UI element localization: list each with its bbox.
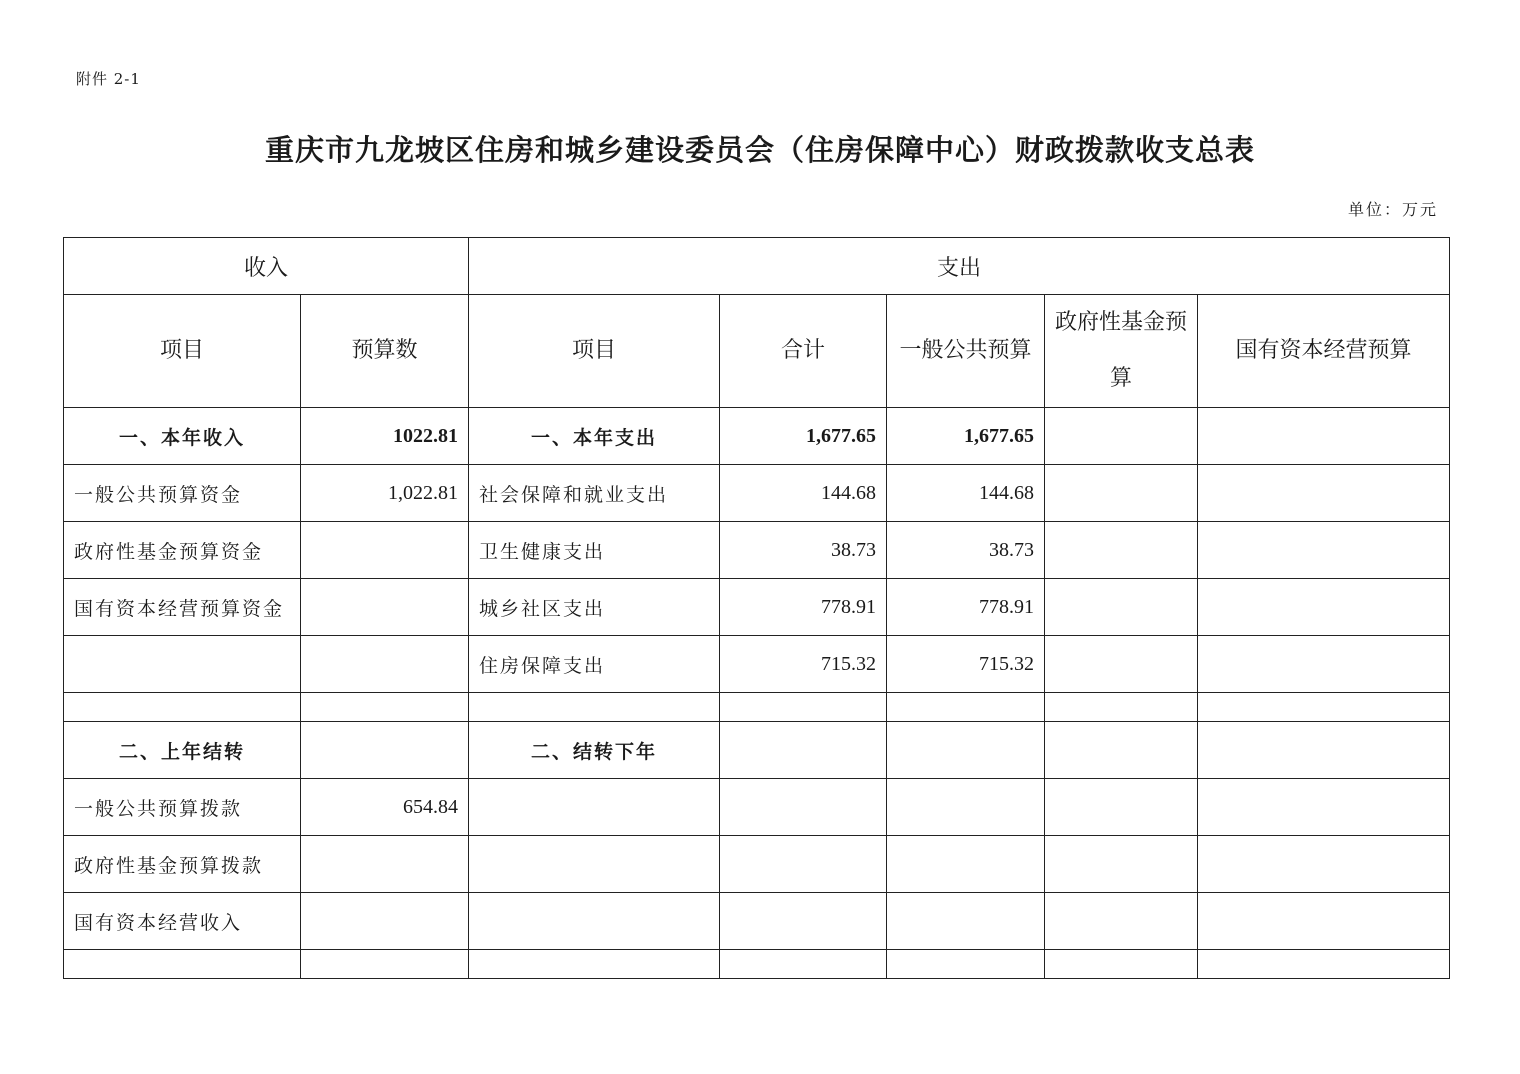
total-cell: 778.91 (720, 579, 887, 636)
capital-cell (1198, 779, 1450, 836)
expense-item-cell (469, 950, 720, 979)
fund-cell (1045, 779, 1198, 836)
total-header: 合计 (720, 295, 887, 408)
capital-cell (1198, 522, 1450, 579)
capital-cell (1198, 950, 1450, 979)
general-cell: 38.73 (887, 522, 1045, 579)
fund-cell (1045, 693, 1198, 722)
attachment-label: 附件 2-1 (76, 70, 141, 88)
budget-summary-table (63, 237, 1450, 979)
expense-item-cell (469, 693, 720, 722)
income-amount-cell (301, 636, 469, 693)
income-amount-cell (301, 722, 469, 779)
unit-label: 单位：万元 (1347, 200, 1438, 219)
general-cell (887, 722, 1045, 779)
total-cell: 38.73 (720, 522, 887, 579)
total-cell: 1,677.65 (720, 408, 887, 465)
fund-cell (1045, 722, 1198, 779)
total-cell (720, 722, 887, 779)
table-row (64, 465, 1450, 522)
page-title: 重庆市九龙坡区住房和城乡建设委员会（住房保障中心）财政拨款收支总表 (264, 133, 1255, 167)
expense-item-cell: 二、结转下年 (469, 722, 720, 779)
general-cell: 715.32 (887, 636, 1045, 693)
income-item-header: 项目 (64, 295, 301, 408)
capital-cell (1198, 408, 1450, 465)
expense-item-cell: 社会保障和就业支出 (469, 465, 720, 522)
income-amount-cell (301, 836, 469, 893)
fund-cell (1045, 950, 1198, 979)
expense-item-cell: 一、本年支出 (469, 408, 720, 465)
capital-cell (1198, 893, 1450, 950)
table-row (64, 893, 1450, 950)
table-row (64, 522, 1450, 579)
total-cell (720, 779, 887, 836)
income-item-cell: 国有资本经营收入 (64, 893, 301, 950)
table-row (64, 636, 1450, 693)
expense-item-header: 项目 (469, 295, 720, 408)
state-capital-header: 国有资本经营预算 (1198, 295, 1450, 408)
table-row (64, 836, 1450, 893)
expense-item-cell: 住房保障支出 (469, 636, 720, 693)
income-item-cell: 二、上年结转 (64, 722, 301, 779)
fund-cell (1045, 408, 1198, 465)
table-row (64, 779, 1450, 836)
income-item-cell: 国有资本经营预算资金 (64, 579, 301, 636)
expense-item-cell: 卫生健康支出 (469, 522, 720, 579)
total-cell (720, 950, 887, 979)
income-section-header: 收入 (64, 238, 469, 295)
income-amount-cell: 1,022.81 (301, 465, 469, 522)
table-row (64, 693, 1450, 722)
income-item-cell: 一般公共预算资金 (64, 465, 301, 522)
table-row (64, 579, 1450, 636)
income-amount-cell (301, 522, 469, 579)
expense-item-cell: 城乡社区支出 (469, 579, 720, 636)
income-amount-cell (301, 693, 469, 722)
gov-fund-header: 政府性基金预算 (1045, 295, 1198, 408)
income-amount-cell: 654.84 (301, 779, 469, 836)
income-item-cell (64, 636, 301, 693)
income-item-cell: 一、本年收入 (64, 408, 301, 465)
expense-item-cell (469, 779, 720, 836)
general-cell (887, 893, 1045, 950)
fund-cell (1045, 893, 1198, 950)
total-cell (720, 893, 887, 950)
section-header-row (64, 238, 1450, 295)
expense-item-cell (469, 893, 720, 950)
fund-cell (1045, 579, 1198, 636)
general-cell: 144.68 (887, 465, 1045, 522)
income-item-cell (64, 950, 301, 979)
capital-cell (1198, 636, 1450, 693)
income-item-cell: 一般公共预算拨款 (64, 779, 301, 836)
capital-cell (1198, 693, 1450, 722)
table-row (64, 408, 1450, 465)
total-cell: 144.68 (720, 465, 887, 522)
capital-cell (1198, 722, 1450, 779)
capital-cell (1198, 579, 1450, 636)
income-item-cell: 政府性基金预算拨款 (64, 836, 301, 893)
column-header-row (64, 295, 1450, 408)
income-budget-header: 预算数 (301, 295, 469, 408)
income-item-cell (64, 693, 301, 722)
income-amount-cell (301, 950, 469, 979)
income-amount-cell: 1022.81 (301, 408, 469, 465)
income-amount-cell (301, 893, 469, 950)
general-cell (887, 836, 1045, 893)
table-row (64, 722, 1450, 779)
fund-cell (1045, 636, 1198, 693)
fund-cell (1045, 522, 1198, 579)
capital-cell (1198, 836, 1450, 893)
capital-cell (1198, 465, 1450, 522)
total-cell (720, 836, 887, 893)
income-item-cell: 政府性基金预算资金 (64, 522, 301, 579)
income-amount-cell (301, 579, 469, 636)
general-cell (887, 779, 1045, 836)
general-cell (887, 693, 1045, 722)
general-cell: 778.91 (887, 579, 1045, 636)
table-row (64, 950, 1450, 979)
general-cell: 1,677.65 (887, 408, 1045, 465)
general-public-header: 一般公共预算 (887, 295, 1045, 408)
expense-section-header: 支出 (469, 238, 1450, 295)
fund-cell (1045, 465, 1198, 522)
total-cell (720, 693, 887, 722)
expense-item-cell (469, 836, 720, 893)
total-cell: 715.32 (720, 636, 887, 693)
general-cell (887, 950, 1045, 979)
fund-cell (1045, 836, 1198, 893)
